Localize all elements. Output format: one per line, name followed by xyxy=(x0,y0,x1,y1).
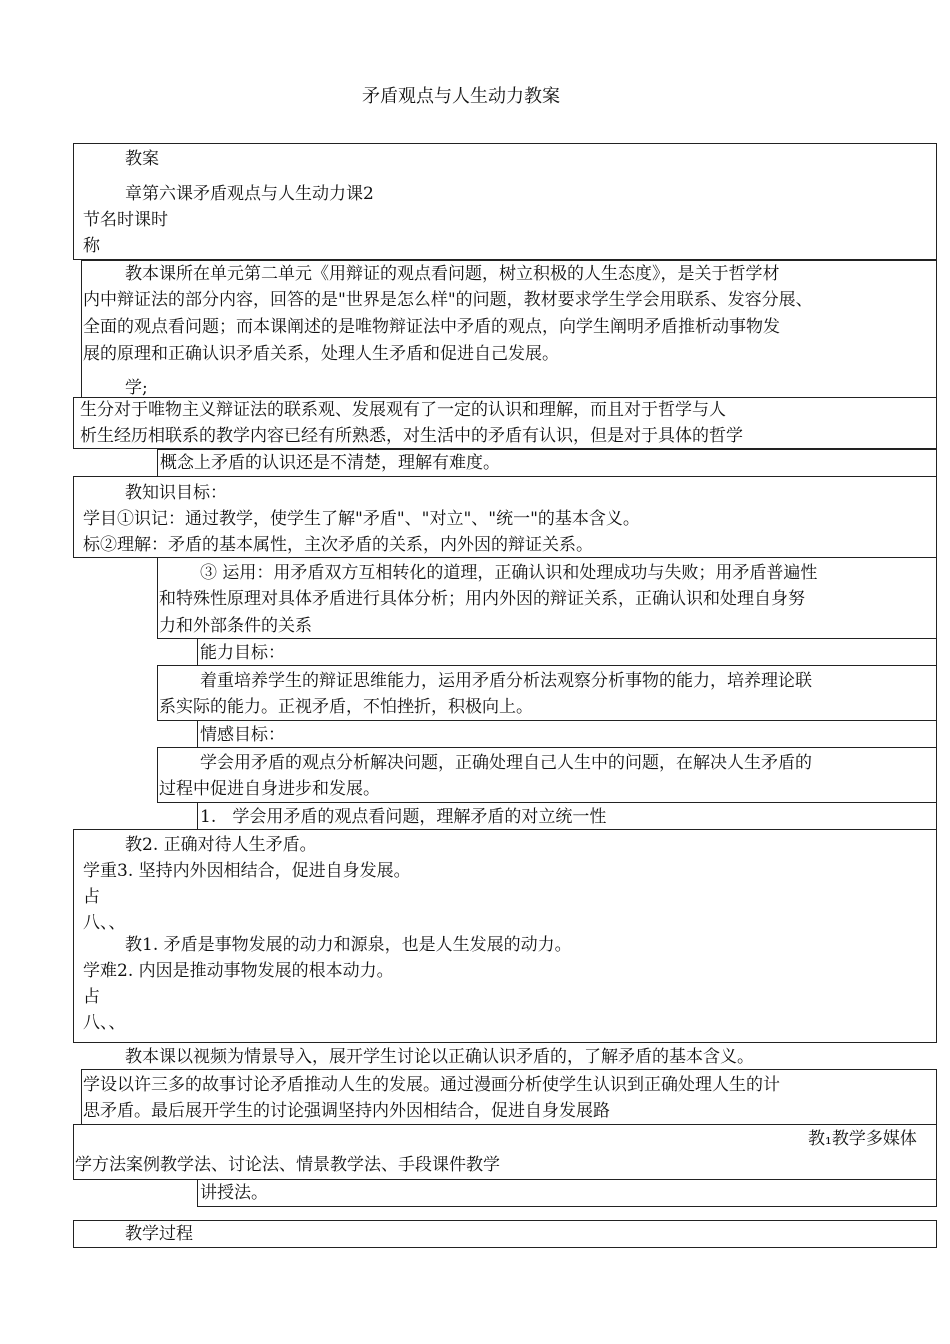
textbook-line: 内中辩证法的部分内容，回答的是"世界是怎么样"的问题，教材要求学生学会用联系、发容分展、 xyxy=(83,290,813,310)
emotion-goal-line: 学会用矛盾的观点分析解决问题，正确处理自己人生中的问题，在解决人生矛盾的 xyxy=(200,753,812,773)
key-point-line: 占 xyxy=(83,887,100,907)
knowledge-goal-title: 教知识目标： xyxy=(125,483,227,503)
design-line: 思矛盾。最后展开学生的讨论强调坚持内外因相结合，促进自身发展路 xyxy=(83,1101,610,1121)
page-title: 矛盾观点与人生动力教案 xyxy=(362,86,560,107)
ability-goal-line: 着重培养学生的辩证思维能力，运用矛盾分析法观察分析事物的能力，培养理论联 xyxy=(200,671,812,691)
difficulty-line: 教1. 矛盾是事物发展的动力和源泉，也是人生发展的动力。 xyxy=(125,935,572,955)
methods-line-last: 讲授法。 xyxy=(200,1183,268,1203)
apply-goal-line: ③ 运用：用矛盾双方互相转化的道理，正确认识和处理成功与失败；用矛盾普遍性 xyxy=(200,563,818,583)
difficulty-line: 八、、 xyxy=(83,1013,126,1033)
ability-goal-title: 能力目标： xyxy=(200,643,285,663)
ability-title-cell xyxy=(197,638,937,666)
header-chapter: 章第六课矛盾观点与人生动力课2 xyxy=(125,184,374,204)
design-line: 学设以许三多的故事讨论矛盾推动人生的发展。通过漫画分析使学生认识到正确处理人生的计 xyxy=(83,1075,780,1095)
difficulty-line: 占 xyxy=(83,987,100,1007)
process-section xyxy=(73,1220,937,1248)
methods-line: 学方法案例教学法、讨论法、情景教学法、手段课件教学 xyxy=(75,1155,500,1175)
design-line: 教本课以视频为情景导入，展开学生讨论以正确认识矛盾的，了解矛盾的基本含义。 xyxy=(125,1047,754,1067)
header-cheng: 称 xyxy=(83,236,100,256)
process-label: 教学过程 xyxy=(125,1224,193,1244)
student-line-last: 概念上矛盾的认识还是不清楚，理解有难度。 xyxy=(160,453,500,473)
key-point-line: 八、、 xyxy=(83,913,126,933)
difficulty-line: 学难2. 内因是推动事物发展的根本动力。 xyxy=(83,961,394,981)
methods-right-label: 教₁教学多媒体 xyxy=(808,1129,917,1149)
emotion-goal-title: 情感目标： xyxy=(200,725,285,745)
header-section-name: 节名时课时 xyxy=(83,210,168,230)
emotion-goal-line: 过程中促进自身进步和发展。 xyxy=(159,779,380,799)
student-line: 析生经历相联系的教学内容已经有所熟悉，对生活中的矛盾有认识，但是对于具体的哲学 xyxy=(80,426,743,446)
student-line: 生分对于唯物主义辩证法的联系观、发展观有了一定的认识和理解，而且对于哲学与人 xyxy=(80,400,726,420)
textbook-line: 全面的观点看问题；而本课阐述的是唯物辩证法中矛盾的观点，向学生阐明矛盾推析动事物发 xyxy=(83,317,780,337)
textbook-line: 展的原理和正确认识矛盾关系，处理人生矛盾和促进自己发展。 xyxy=(83,344,559,364)
emotion-title-cell xyxy=(197,720,937,748)
apply-goal-line: 和特殊性原理对具体矛盾进行具体分析；用内外因的辩证关系，正确认识和处理自身努 xyxy=(159,589,805,609)
key-point-line: 学重3. 坚持内外因相结合，促进自身发展。 xyxy=(83,861,411,881)
header-jiao-an: 教案 xyxy=(125,149,159,169)
knowledge-goal-line: 标②理解：矛盾的基本属性，主次矛盾的关系，内外因的辩证关系。 xyxy=(83,535,593,555)
apply-goal-line: 力和外部条件的关系 xyxy=(159,616,312,636)
textbook-xue: 学; xyxy=(125,378,148,398)
key-point-line: 1. 学会用矛盾的观点看问题，理解矛盾的对立统一性 xyxy=(200,807,607,827)
methods-last-cell xyxy=(197,1179,937,1207)
textbook-line: 教本课所在单元第二单元《用辩证的观点看问题，树立积极的人生态度》，是关于哲学材 xyxy=(125,264,780,284)
knowledge-goal-line: 学目①识记：通过教学，使学生了解"矛盾"、"对立"、"统一"的基本含义。 xyxy=(83,509,640,529)
key-point-line: 教2. 正确对待人生矛盾。 xyxy=(125,835,317,855)
ability-goal-line: 系实际的能力。正视矛盾，不怕挫折，积极向上。 xyxy=(159,697,533,717)
